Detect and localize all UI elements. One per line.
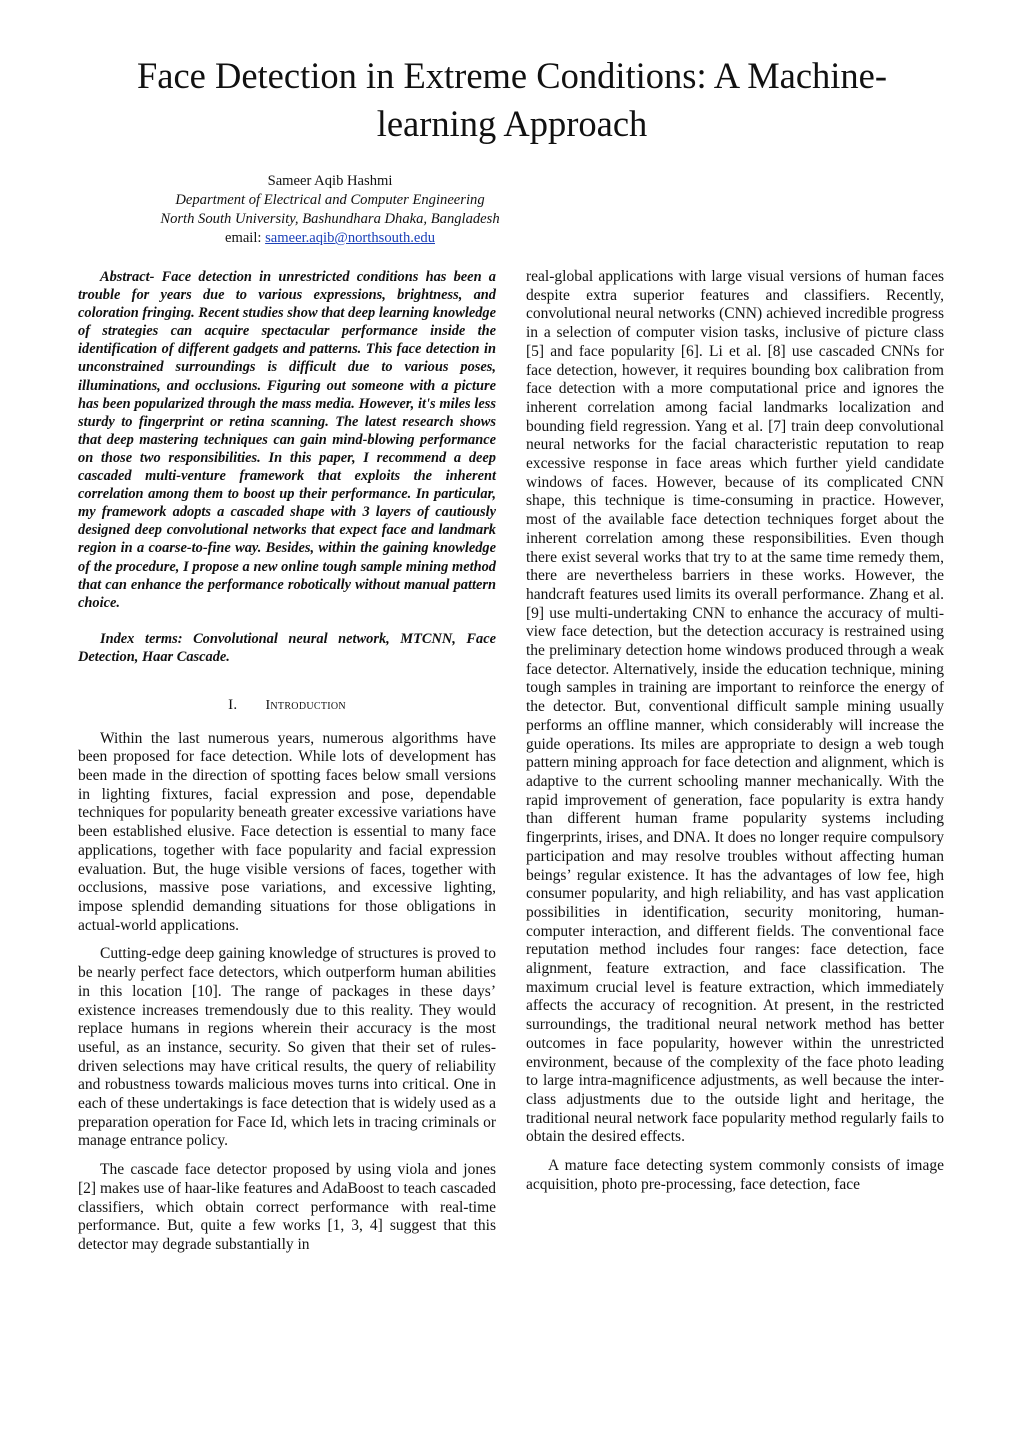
- right-column: [526, 268, 944, 1204]
- author-department: Department of Electrical and Computer Engineering: [175, 192, 485, 208]
- author-block: [60, 172, 600, 248]
- intro-paragraph-4: A mature face detecting system commonly consists of image acquisition, photo pre-processing, face detection, face: [526, 1157, 944, 1193]
- left-column: [78, 268, 496, 1265]
- email-label: email:: [224, 230, 266, 246]
- intro-paragraph-2: Cutting-edge deep gaining knowledge of structures is proved to be nearly perfect face detectors, which outperform human abilities in this location [10]. The range of packages in these days’ existence increases tremendously due to this reality. They would replace humans in regions wherein their accuracy is the most useful, as an instance, security. So given that their set of rules-driven selections may have critical results, the query of reliability and robustness towards malicious moves turns into critical. One in each of these undertakings is face detection that is widely used as a preparation operation for Face Id, which lets in tracing criminals or manage entrance policy.: [78, 945, 496, 1150]
- abstract: Abstract- Face detection in unrestricted conditions has been a trouble for years due to various expressions, brightness, and coloration fringing. Recent studies show that deep learning knowledge of strategies can acquire spectacular performance inside the identification of different gadgets and patterns. This face detection in unconstrained surroundings is difficult due to various poses, illuminations, and occlusions. Figuring out someone with a picture has been popularized through the mass media. However, it's miles less sturdy to fingerprint or retina scanning. The latest research shows that deep mastering techniques can gain mind-blowing performance on those two responsibilities. In this paper, I recommend a deep cascaded multi-venture framework that exploits the inherent correlation among them to boost up their performance. In particular, my framework adopts a cascaded shape with 3 layers of cautiously designed deep convolutional networks that expect face and landmark region in a coarse-to-fine way. Besides, within the gaining knowledge of the procedure, I propose a new online tough sample mining method that can enhance the performance robotically without manual pattern choice.: [78, 269, 496, 611]
- section-number: I.: [228, 696, 238, 713]
- intro-paragraph-continued: real-global applications with large visual versions of human faces despite extra superior features and classifiers. Recently, convolutional neural networks (CNN) achieved incredible progress in a selection of computer vision tasks, inclusive of picture class [5] and face popularity [6]. Li et al. [8] use cascaded CNNs for face detection, however, it requires bounding box calibration from face detection with a more computational price and ignores the inherent correlation among facial landmarks localization and bounding field regression. Yang et al. [7] train deep convolutional neural networks for the facial characteristic reputation to reap excessive response in face areas which further yield candidate windows of faces. However, because of its complicated CNN shape, this technique is time-consuming in practice. However, most of the available face detection techniques forget about the inherent correlation among these responsibilities. Even though there exist several works that try to at the same time remedy them, there are nevertheless barriers in these works. However, the handcraft features used limits its overall performance. Zhang et al. [9] use multi-undertaking CNN to enhance the accuracy of multi-view face detection, but the detection accuracy is restrained using the preliminary detection home windows produced through a weak face detector. Alternatively, inside the education technique, mining tough samples in training are important to reinforce the energy of the detector. But, conventional difficult sample mining usually performs an offline manner, which considerably will increase the guide operations. Its miles are appropriate to design a web tough pattern mining approach for face detection and alignment, which is adaptive to the current schooling manner mechanically. With the rapid improvement of generation, face popularity is extra handy than different human frame popularity systems including fingerprints, irises, and DNA. It does no longer require compulsory participation and may resolve troubles without affecting human beings’ regular existence. It has the advantages of low fee, high consumer popularity, and high reliability, and has vast application possibilities in identification, security monitoring, human-computer interaction, and different fields. The conventional face reputation method includes four ranges: face detection, face alignment, feature extraction, and face classification. The maximum crucial level is feature extraction, which immediately affects the accuracy of recognition. At present, in the restricted surroundings, the traditional neural network method has better outcomes in face popularity, however within the unrestricted environment, because of the complexity of the face photo leading to large intra-magnificence adjustments, as well because the inter-class adjustments due to the outside light and heritage, the traditional neural network face popularity method regularly fails to obtain the desired effects.: [526, 268, 944, 1146]
- author-name: Sameer Aqib Hashmi: [267, 173, 393, 189]
- paper-title: Face Detection in Extreme Conditions: A Machine-learning Approach: [136, 55, 888, 144]
- author-institution: North South University, Bashundhara Dhaka, Bangladesh: [160, 211, 500, 227]
- section-heading: [78, 696, 496, 716]
- intro-paragraph-1: Within the last numerous years, numerous algorithms have been proposed for face detection. While lots of development has been made in the direction of spotting faces below small versions in lighting fixtures, facial expression and pose, dependable techniques for popularity beneath greater excessive variations have been established elusive. Face detection is essential to many face applications, together with face popularity and facial expression evaluation. But, the huge visible versions of faces, together with occlusions, massive pose variations, and excessive lighting, impose splendid demanding situations for those obligations in actual-world applications.: [78, 729, 496, 934]
- intro-paragraph-3: The cascade face detector proposed by using viola and jones [2] makes use of haar-like features and AdaBoost to teach cascaded classifiers, which obtain correct performance with real-time performance. But, quite a few works [1, 3, 4] suggest that this detector may degrade substantially in: [78, 1161, 497, 1253]
- index-terms: Index terms: Convolutional neural network, MTCNN, Face Detection, Haar Cascade.: [78, 630, 496, 665]
- email-link[interactable]: sameer.aqib@northsouth.edu: [265, 230, 435, 246]
- section-name: Introduction: [265, 697, 346, 713]
